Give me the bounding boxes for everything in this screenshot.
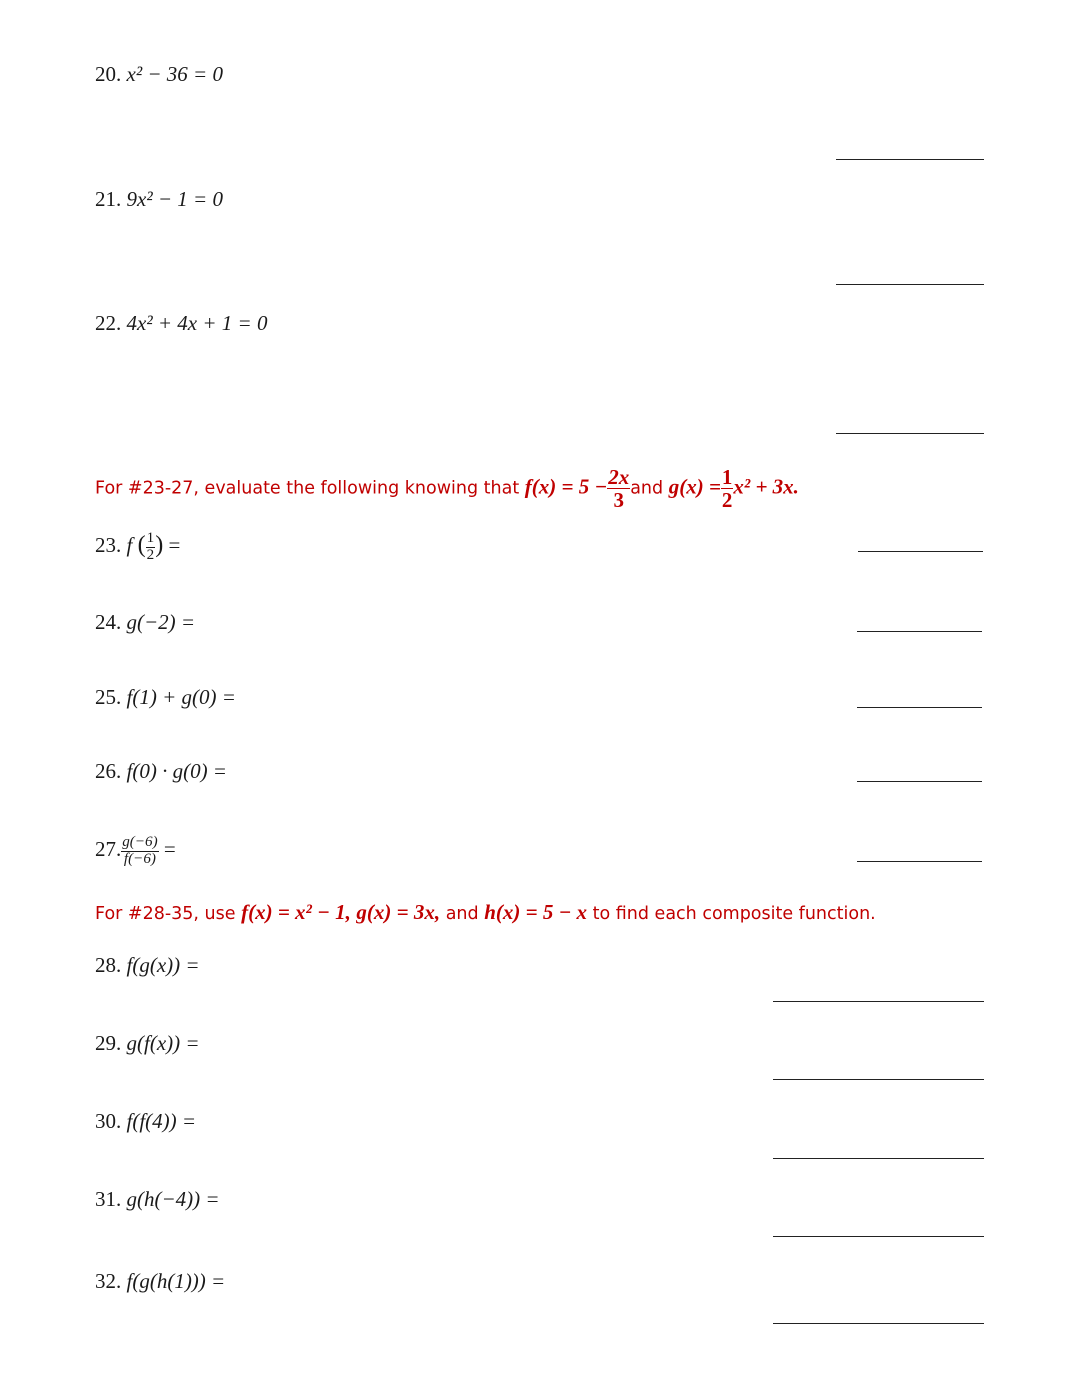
instruction-lead: For #28-35, use: [95, 904, 236, 924]
instructions-28-35: [95, 902, 876, 924]
answer-blank-31[interactable]: [773, 1236, 984, 1237]
g-definition-rest: x² + 3x.: [733, 474, 799, 499]
problem-number: 23.: [95, 533, 122, 558]
function-name: f: [126, 533, 133, 558]
problem-expression: g(h(−4)) =: [126, 1187, 220, 1211]
instructions-23-27: [95, 466, 799, 511]
problem-expression: f(g(x)) =: [126, 953, 200, 977]
h-definition: h(x) = 5 − x: [484, 900, 588, 924]
answer-blank-21[interactable]: [836, 284, 984, 285]
answer-blank-30[interactable]: [773, 1158, 984, 1159]
and-text: and: [630, 478, 664, 499]
argument-fraction: $\frac{1}{2}$: [146, 530, 155, 563]
problem-expression: x² − 36 = 0: [126, 62, 223, 86]
equals-sign: =: [163, 837, 176, 862]
problem-expression: g(−2) =: [126, 610, 196, 634]
answer-blank-32[interactable]: [773, 1323, 984, 1324]
problem-number: 32.: [95, 1269, 122, 1293]
answer-blank-26[interactable]: [857, 781, 982, 782]
problem-20: [95, 64, 223, 85]
g-definition: g(x) =: [668, 474, 721, 499]
problem-31: [95, 1189, 220, 1210]
equals-sign: =: [168, 533, 181, 558]
problem-number: 21.: [95, 187, 122, 211]
problem-number: 20.: [95, 62, 122, 86]
answer-blank-22[interactable]: [836, 433, 984, 434]
f-definition: f(x) = 5 −: [524, 474, 608, 499]
problem-28: [95, 955, 200, 976]
answer-blank-28[interactable]: [773, 1001, 984, 1002]
problem-21: [95, 189, 223, 210]
problem-expression: f(g(h(1))) =: [126, 1269, 226, 1293]
f-fraction: $\frac{2x}{3}$: [608, 465, 630, 513]
problem-expression: f(f(4)) =: [126, 1109, 197, 1133]
problem-32: [95, 1271, 225, 1292]
answer-blank-27[interactable]: [857, 861, 982, 862]
answer-blank-29[interactable]: [773, 1079, 984, 1080]
f-definition: f(x) = x² − 1,: [241, 900, 351, 924]
problem-26: [95, 761, 227, 782]
problem-expression: 9x² − 1 = 0: [126, 187, 223, 211]
problem-expression: f(0) · g(0) =: [126, 759, 227, 783]
answer-blank-23[interactable]: [858, 551, 983, 552]
instruction-lead: For #23-27, evaluate the following knowing that: [95, 478, 520, 499]
and-text: and: [445, 904, 479, 924]
instruction-tail: to find each composite function.: [592, 904, 876, 924]
quotient-fraction: $\frac{g(-6)}{f(-6)}$: [122, 834, 158, 867]
problem-expression: g(f(x)) =: [126, 1031, 200, 1055]
problem-number: 29.: [95, 1031, 122, 1055]
problem-number: 25.: [95, 685, 122, 709]
problem-24: [95, 612, 195, 633]
g-definition: g(x) = 3x,: [356, 900, 441, 924]
problem-number: 26.: [95, 759, 122, 783]
g-fraction: $\frac{1}{2}$: [721, 465, 733, 513]
problem-number: 24.: [95, 610, 122, 634]
problem-number: 30.: [95, 1109, 122, 1133]
problem-expression: 4x² + 4x + 1 = 0: [126, 311, 268, 335]
answer-blank-24[interactable]: [857, 631, 982, 632]
problem-25: [95, 687, 236, 708]
problem-expression: f(1) + g(0) =: [126, 685, 236, 709]
answer-blank-25[interactable]: [857, 707, 982, 708]
problem-number: 27.: [95, 837, 122, 862]
answer-blank-20[interactable]: [836, 159, 984, 160]
problem-22: [95, 313, 267, 334]
problem-29: [95, 1033, 200, 1054]
problem-number: 31.: [95, 1187, 122, 1211]
problem-30: [95, 1111, 196, 1132]
problem-number: 22.: [95, 311, 122, 335]
problem-27: [95, 835, 176, 868]
problem-number: 28.: [95, 953, 122, 977]
problem-23: 23. f ( $\frac{1}{2}$ ) =: [95, 530, 181, 563]
